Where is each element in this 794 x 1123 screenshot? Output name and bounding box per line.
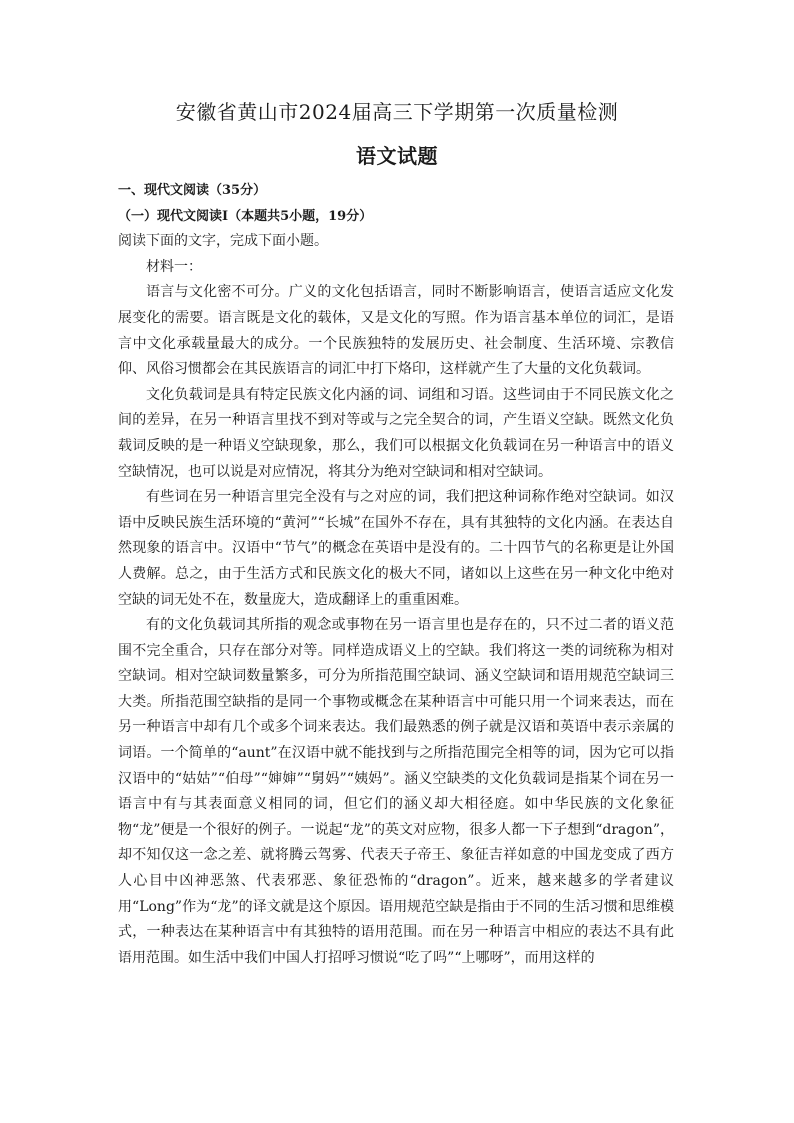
subsection-heading: （一）现代文阅读Ⅰ（本题共5小题，19分）	[118, 208, 373, 224]
paragraph: 文化负载词是具有特定民族文化内涵的词、词组和习语。这些词由于不同民族文化之间的差异，在另一种语言里找不到对等或与之完全契合的词，产生语义空缺。既然文化负载词反映的是一种语义空缺现象，那么，我们可以根据文化负载词在另一种语言中的语义空缺情况，也可以说是对应情况，将其分为绝对空缺词和相对空缺词。	[118, 386, 674, 480]
paragraph: 有的文化负载词其所指的观念或事物在另一语言里也是存在的，只不过二者的语义范围不完全重合，只存在部分对等。同样造成语义上的空缺。我们将这一类的词统称为相对空缺词。相对空缺词数量繁多，可分为所指范围空缺词、涵义空缺词和语用规范空缺词三大类。所指范围空缺指的是同一个事物或概念在某种语言中可能只用一个词来表达，而在另一种语言中却有几个或多个词来表达。我们最熟悉的例子就是汉语和英语中表示亲属的词语。一个简单的“aunt”在汉语中就不能找到与之所指范围完全相等的词，因为它可以指汉语中的“姑姑”“伯母”“婶婶”“舅妈”“姨妈”。涵义空缺类的文化负载词是指某个词在另一语言中有与其表面意义相同的词，但它们的涵义却大相径庭。如中华民族的文化象征物“龙”便是一个很好的例子。一说起“龙”的英文对应物，很多人都一下子想到“dragon”，却不知仅这一念之差、就将腾云驾雾、代表天子帝王、象征吉祥如意的中国龙变成了西方人心目中凶神恶煞、代表邪恶、象征恐怖的“dragon”。近来，越来越多的学者建议用“Long”作为“龙”的译文就是这个原因。语用规范空缺是指由于不同的生活习惯和思维模式，一种表达在某种语言中有其独特的语用范围。而在另一种语言中相应的表达不具有此语用范围。如生活中我们中国人打招呼习惯说“吃了吗”“上哪呀”，而用这样的	[118, 617, 674, 966]
material-label: 材料一：	[146, 258, 202, 275]
page-subtitle: 语文试题	[356, 144, 438, 168]
paragraph: 有些词在另一种语言里完全没有与之对应的词，我们把这种词称作绝对空缺词。如汉语中反映民族生活环境的“黄河”“长城”在国外不存在，具有其独特的文化内涵。在表达自然现象的语言中。汉语中“节气”的概念在英语中是没有的。二十四节气的名称更是让外国人费解。总之，由于生活方式和民族文化的极大不同，诸如以上这些在另一种文化中绝对空缺的词无处不在，数量庞大，造成翻译上的重重困难。	[118, 489, 674, 608]
page-title: 安徽省黄山市2024届高三下学期第一次质量检测	[175, 100, 619, 124]
instruction-text: 阅读下面的文字，完成下面小题。	[118, 233, 328, 250]
paragraph: 语言与文化密不可分。广义的文化包括语言，同时不断影响语言，使语言适应文化发展变化的需要。语言既是文化的载体，又是文化的写照。作为语言基本单位的词汇，是语言中文化承载量最大的成分。一个民族独特的发展历史、社会制度、生活环境、宗教信仰、风俗习惯都会在其民族语言的词汇中打下烙印，这样就产生了大量的文化负载词。	[118, 284, 674, 378]
document-body	[118, 178, 674, 971]
section-heading: 一、现代文阅读（35分）	[118, 183, 267, 198]
